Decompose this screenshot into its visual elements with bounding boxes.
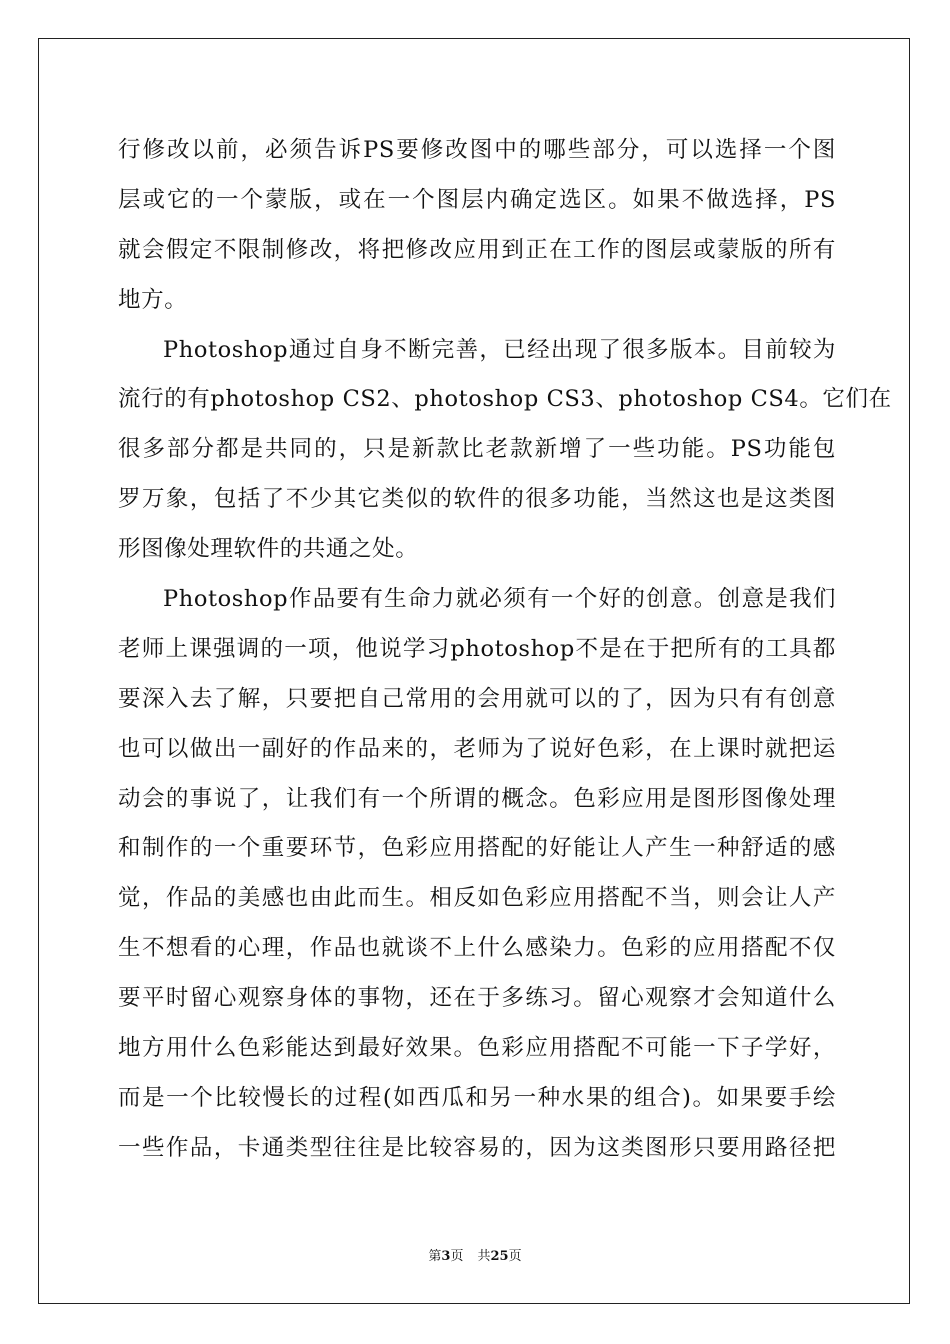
page-number: 3 [441,1249,451,1264]
text-line: 就会假定不限制修改，将把修改应用到正在工作的图层或蒙版的所有 [118,236,836,263]
text-line: 觉，作品的美感也由此而生。相反如色彩应用搭配不当，则会让人产 [118,885,836,912]
page-prefix: 第 [428,1249,442,1264]
text-line: 要平时留心观察身体的事物，还在于多练习。留心观察才会知道什么 [118,985,836,1012]
text-line: 地方。 [118,286,188,313]
text-line: 形图像处理软件的共通之处。 [118,536,419,563]
text-line: 很多部分都是共同的，只是新款比老款新增了一些功能。PS功能包 [118,436,836,463]
text-line: 也可以做出一副好的作品来的，老师为了说好色彩，在上课时就把运 [118,735,836,762]
total-suffix: 页 [508,1249,522,1264]
text-line: 生不想看的心理，作品也就谈不上什么感染力。色彩的应用搭配不仅 [118,935,836,962]
text-line: 动会的事说了，让我们有一个所谓的概念。色彩应用是图形图像处理 [118,785,836,812]
text-line: Photoshop作品要有生命力就必须有一个好的创意。创意是我们 [163,586,836,613]
text-line: 层或它的一个蒙版，或在一个图层内确定选区。如果不做选择，PS [118,186,836,213]
text-line: 而是一个比较慢长的过程(如西瓜和另一种水果的组合)。如果要手绘 [118,1084,836,1111]
text-line: 流行的有photoshop CS2、photoshop CS3、photoshop CS4。它们在 [118,386,892,413]
text-line: Photoshop通过自身不断完善，已经出现了很多版本。目前较为 [163,336,836,363]
text-line: 和制作的一个重要环节，色彩应用搭配的好能让人产生一种舒适的感 [118,835,836,862]
text-line: 一些作品，卡通类型往往是比较容易的，因为这类图形只要用路径把 [118,1134,836,1161]
page-suffix: 页 [450,1249,464,1264]
total-pages: 25 [490,1249,509,1264]
total-prefix: 共 [477,1249,491,1264]
text-line: 罗万象，包括了不少其它类似的软件的很多功能，当然这也是这类图 [118,486,836,513]
text-line: 要深入去了解，只要把自己常用的会用就可以的了，因为只有有创意 [118,685,836,712]
text-line: 老师上课强调的一项，他说学习photoshop不是在于把所有的工具都 [118,635,836,662]
document-body [118,126,892,1174]
text-line: 行修改以前，必须告诉PS要修改图中的哪些部分，可以选择一个图 [118,137,836,163]
page-footer [0,1245,950,1264]
text-line: 地方用什么色彩能达到最好效果。色彩应用搭配不可能一下子学好， [118,1035,836,1062]
